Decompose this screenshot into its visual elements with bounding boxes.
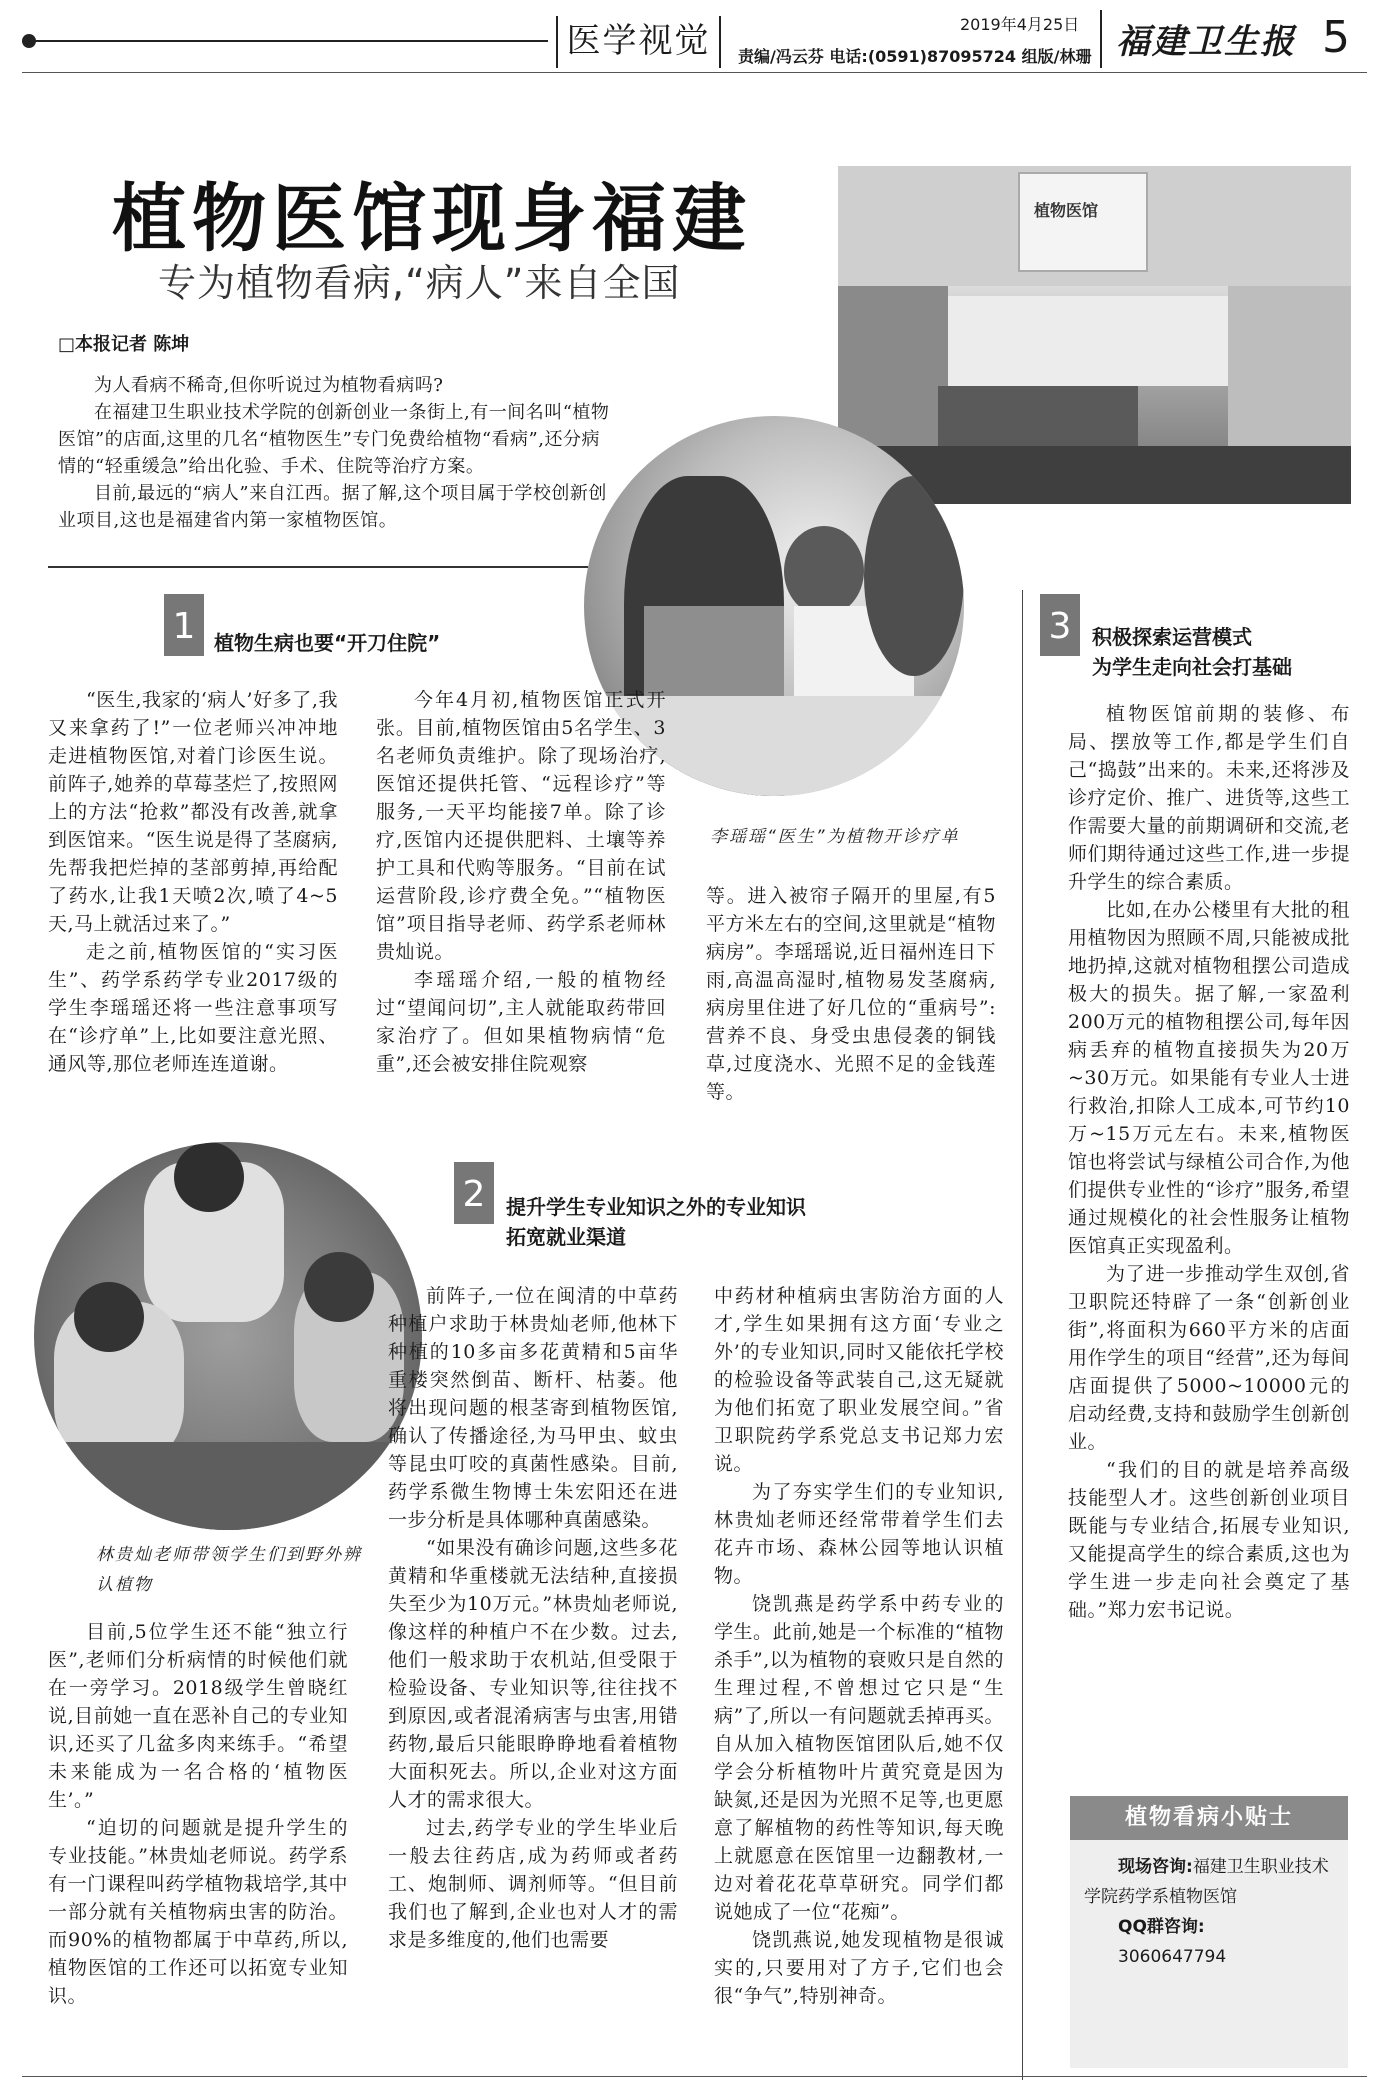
page-number: 5 bbox=[1322, 12, 1350, 63]
tips-title: 植物看病小贴士 bbox=[1070, 1796, 1348, 1840]
section2-column-c bbox=[714, 1282, 1004, 2010]
headline: 植物医馆现身福建 bbox=[112, 176, 752, 262]
editor-info: 责编/冯云芬 电话:(0591)87095724 组版/林珊 bbox=[738, 47, 1092, 66]
lead-para: 在福建卫生职业技术学院的创新创业一条街上,有一间名叫“植物医馆”的店面,这里的几名“植物医生”专门免费给植物“看病”,还分病情的“轻重缓急”给出化验、手术、住院等治疗方案。 bbox=[58, 402, 610, 477]
section-name: 医学视觉 bbox=[556, 16, 721, 68]
body-para: 等。进入被帘子隔开的里屋,有5平方米左右的空间,这里就是“植物病房”。李瑶瑶说,近日福州连日下雨,高温高湿时,植物易发茎腐病,病房里住进了好几位的“重病号”:营养不良、身受虫患侵袭的铜钱草,过度浇水、光照不足的金钱莲等。 bbox=[706, 885, 996, 1103]
page-bottom-rule bbox=[22, 2076, 1367, 2077]
tips-box bbox=[1070, 1796, 1348, 2068]
section3-column bbox=[1068, 700, 1350, 1624]
clinic-room-photo bbox=[838, 166, 1351, 504]
section2-column-b bbox=[388, 1282, 678, 1954]
body-para: 目前,5位学生还不能“独立行医”,老师们分析病情的时候他们就在一旁学习。2018级学生曾晓红说,目前她一直在恶补自己的专业知识,还买了几盆多肉来练手。“希望未来能成为一名合格的‘植物医生’。” bbox=[48, 1621, 348, 1811]
body-para: 饶凯燕是药学系中药专业的学生。此前,她是一个标准的“植物杀手”,以为植物的衰败只是自然的生理过程,不曾想过它只是“生病”了,所以一有问题就丢掉再买。自从加入植物医馆团队后,她不仅学会分析植物叶片黄究竟是因为缺氮,还是因为光照不足等,也更愿意了解植物的药性等知识,每天晚上就愿意在医馆里一边翻教材,一边对着花花草草研究。同学们都说她成了一位“花痴”。 bbox=[714, 1593, 1004, 1923]
body-para: 植物医馆前期的装修、布局、摆放等工作,都是学生们自己“捣鼓”出来的。未来,还将涉及诊疗定价、推广、进货等,这些工作需要大量的前期调研和交流,老师们期待通过这些工作,进一步提升学生的综合素质。 bbox=[1068, 703, 1350, 893]
section1-rule bbox=[48, 566, 588, 568]
body-para: “如果没有确诊问题,这些多花黄精和华重楼就无法结种,直接损失至少为10万元。”林贵灿老师说,像这样的种植户不在少数。过去,他们一般求助于农机站,但受限于检验设备、专业知识等,往往找不到原因,或者混淆病害与虫害,用错药物,最后只能眼睁睁地看着植物大面积死去。所以,企业对这方面人才的需求很大。 bbox=[388, 1537, 678, 1811]
header-rule bbox=[28, 40, 548, 42]
body-para: “我们的目的就是培养高级技能型人才。这些创新创业项目既能与专业结合,拓展专业知识,又能提高学生的综合素质,这也为学生进一步走向社会奠定了基础。”郑力宏书记说。 bbox=[1068, 1459, 1350, 1621]
section1-column-1 bbox=[48, 686, 338, 1078]
body-para: 前阵子,一位在闽清的中草药种植户求助于林贵灿老师,他林下种植的10多亩多花黄精和5亩华重楼突然倒苗、断杆、枯萎。他将出现问题的根茎寄到植物医馆,确认了传播途径,为马甲虫、蚊虫等昆虫叮咬的真菌性感染。目前,药学系微生物博士朱宏阳还在进一步分析是具体哪种真菌感染。 bbox=[388, 1285, 678, 1531]
section2-number: 2 bbox=[454, 1162, 494, 1224]
body-para: 过去,药学专业的学生毕业后一般去往药店,成为药师或者药工、炮制师、调剂师等。“但目前我们也了解到,企业也对人才的需求是多维度的,他们也需要 bbox=[388, 1817, 678, 1951]
body-para: 比如,在办公楼里有大批的租用植物因为照顾不周,只能被成批地扔掉,这就对植物租摆公司造成极大的损失。据了解,一家盈利200万元的植物租摆公司,每年因病丢弃的植物直接损失为20万~30万元。如果能有专业人士进行救治,扣除人工成本,可节约10万~15万元左右。未来,植物医馆也将尝试与绿植公司合作,为他们提供专业性的“诊疗”服务,希望通过规模化的社会性服务让植物医馆真正实现盈利。 bbox=[1068, 899, 1350, 1257]
consult-label: 现场咨询: bbox=[1118, 1857, 1193, 1877]
lead-para: 目前,最远的“病人”来自江西。据了解,这个项目属于学校创新创业项目,这也是福建省内第一家植物医馆。 bbox=[58, 483, 607, 531]
section1-column-2 bbox=[376, 686, 666, 1078]
header-bottom-rule bbox=[22, 72, 1367, 73]
clinic-sign-text: 植物医馆 bbox=[1034, 201, 1099, 220]
section3-title-line2: 为学生走向社会打基础 bbox=[1092, 655, 1292, 679]
section1-number: 1 bbox=[164, 594, 204, 656]
section2-title-line2: 拓宽就业渠道 bbox=[506, 1225, 626, 1249]
field-photo-caption: 林贵灿老师带领学生们到野外辨认植物 bbox=[96, 1545, 362, 1595]
body-para: “医生,我家的‘病人’好多了,我又来拿药了!”一位老师兴冲冲地走进植物医馆,对着门诊医生说。前阵子,她养的草莓茎烂了,按照网上的方法“抢救”都没有改善,就拿到医馆来。“医生说是得了茎腐病,先帮我把烂掉的茎部剪掉,再给配了药水,让我1天喷2次,喷了4~5天,马上就活过来了。” bbox=[48, 689, 338, 935]
section2-column-a bbox=[48, 1618, 348, 2010]
qq-label: QQ群咨询: bbox=[1118, 1917, 1205, 1937]
body-para: 李瑶瑶介绍,一般的植物经过“望闻问切”,主人就能取药带回家治疗了。但如果植物病情“危重”,还会被安排住院观察 bbox=[376, 969, 666, 1075]
section1-title: 植物生病也要“开刀住院” bbox=[214, 631, 441, 655]
section3-title-line1: 积极探索运营模式 bbox=[1092, 625, 1252, 649]
byline: □本报记者 陈坤 bbox=[58, 334, 190, 355]
clinic-photo-caption: 李瑶瑶“医生”为植物开诊疗单 bbox=[710, 827, 960, 847]
subheadline: 专为植物看病,“病人”来自全国 bbox=[158, 261, 681, 305]
body-para: 走之前,植物医馆的“实习医生”、药学系药学专业2017级的学生李瑶瑶还将一些注意事项写在“诊疗单”上,比如要注意光照、通风等,那位老师连连道谢。 bbox=[48, 941, 338, 1075]
body-para: 中药材种植病虫害防治方面的人才,学生如果拥有这方面‘专业之外’的专业知识,同时又能依托学校的检验设备等武装自己,这无疑就为他们拓宽了职业发展空间。”省卫职院药学系党总支书记郑力宏说。 bbox=[714, 1285, 1004, 1475]
header-divider bbox=[1100, 10, 1102, 68]
field-trip-photo bbox=[34, 1142, 422, 1530]
consult-text: 福建卫生职业技术学院药学系植物医馆 bbox=[1084, 1857, 1329, 1907]
section3-number: 3 bbox=[1040, 594, 1080, 656]
column-divider bbox=[1022, 590, 1023, 2080]
body-para: 为了进一步推动学生双创,省卫职院还特辟了一条“创新创业街”,将面积为660平方米的店面用作学生的项目“经营”,还为每间店面提供了5000~10000元的启动经费,支持和鼓励学生创新创业。 bbox=[1068, 1263, 1350, 1453]
body-para: 为了夯实学生们的专业知识,林贵灿老师还经常带着学生们去花卉市场、森林公园等地认识植物。 bbox=[714, 1481, 1004, 1587]
body-para: “迫切的问题就是提升学生的专业技能。”林贵灿老师说。药学系有一门课程叫药学植物栽培学,其中一部分就有关植物病虫害的防治。而90%的植物都属于中草药,所以,植物医馆的工作还可以拓宽专业知识。 bbox=[48, 1817, 348, 2007]
lead-paragraphs bbox=[58, 372, 618, 534]
issue-date: 2019年4月25日 bbox=[960, 15, 1080, 34]
body-para: 今年4月初,植物医馆正式开张。目前,植物医馆由5名学生、3名老师负责维护。除了现场治疗,医馆还提供托管、“远程诊疗”等服务,一天平均能接7单。除了诊疗,医馆内还提供肥料、土壤等养护工具和代购等服务。“目前在试运营阶段,诊疗费全免。”“植物医馆”项目指导老师、药学系老师林贵灿说。 bbox=[376, 689, 666, 963]
section1-column-3 bbox=[706, 882, 996, 1106]
body-para: 饶凯燕说,她发现植物是很诚实的,只要用对了方子,它们也会很“争气”,特别神奇。 bbox=[714, 1929, 1004, 2007]
newspaper-logo: 福建卫生报 bbox=[1116, 22, 1296, 62]
section2-title-line1: 提升学生专业知识之外的专业知识 bbox=[506, 1195, 806, 1219]
tips-body bbox=[1070, 1840, 1348, 1984]
lead-para: 为人看病不稀奇,但你听说过为植物看病吗? bbox=[94, 375, 444, 396]
qq-number: 3060647794 bbox=[1118, 1947, 1227, 1967]
